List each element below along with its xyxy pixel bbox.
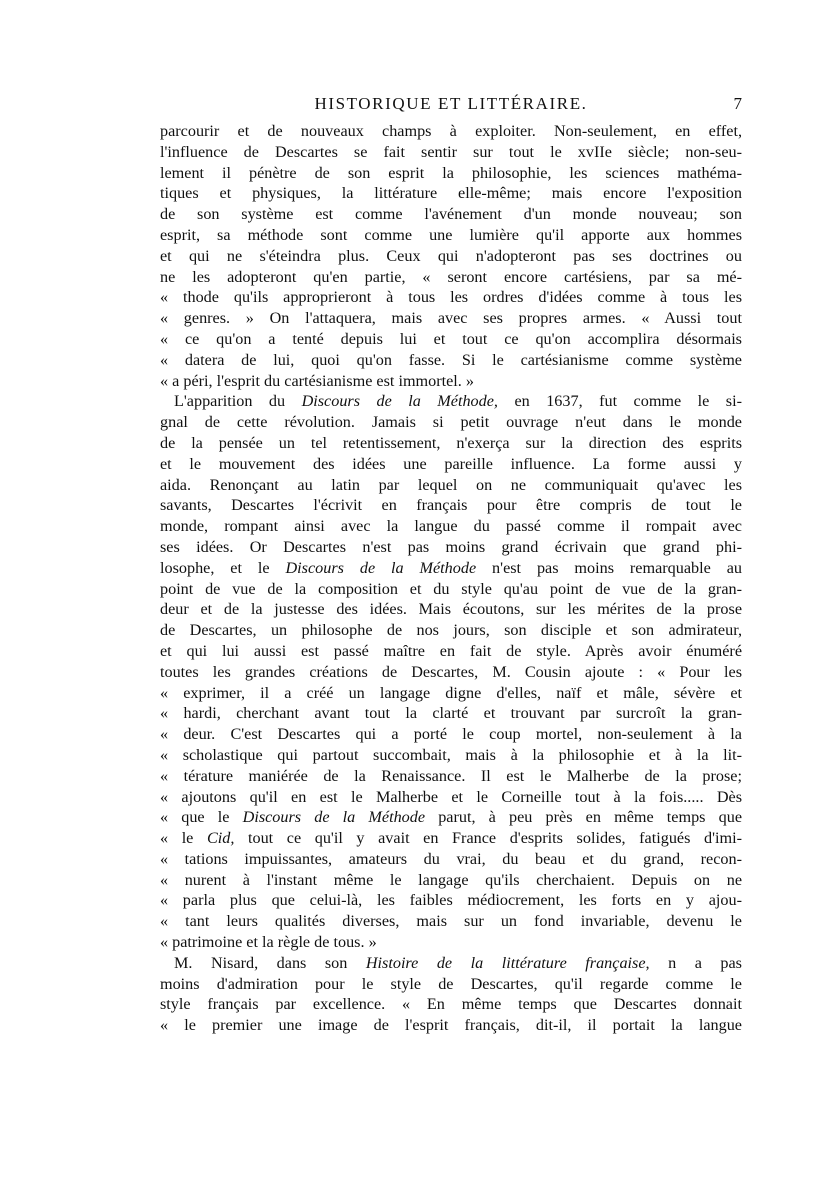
text-line: « nurent à l'instant même le langage qu'ils cherchaient. Depuis on ne xyxy=(160,870,742,889)
text-line: « tations impuissantes, amateurs du vrai, du beau et du grand, recon- xyxy=(160,849,742,868)
text-line: L'apparition du Discours de la Méthode, en 1637, fut comme le si- xyxy=(174,392,742,411)
text-line: « deur. C'est Descartes qui a porté le coup mortel, non-seulement à la xyxy=(160,725,742,744)
text-line: et qui lui aussi est passé maître en fait de style. Après avoir énuméré xyxy=(160,641,742,660)
body-text xyxy=(160,121,742,1036)
text-line: savants, Descartes l'écrivit en français pour être compris de tout le xyxy=(160,496,742,515)
text-line: « a péri, l'esprit du cartésianisme est immortel. » xyxy=(160,371,474,390)
text-line: deur et de la justesse des idées. Mais écoutons, sur les mérites de la prose xyxy=(160,600,742,619)
text-line: « thode qu'ils approprieront à tous les ordres d'idées comme à tous les xyxy=(160,288,742,307)
text-line: monde, rompant ainsi avec la langue du passé comme il rompait avec xyxy=(160,517,742,536)
text-line: gnal de cette révolution. Jamais si petit ouvrage n'eut dans le monde xyxy=(160,413,742,432)
text-line: aida. Renonçant au latin par lequel on ne communiquait qu'avec les xyxy=(160,475,742,494)
text-line: de Descartes, un philosophe de nos jours, son disciple et son admirateur, xyxy=(160,621,742,640)
text-line: « datera de lui, quoi qu'on fasse. Si le cartésianisme comme système xyxy=(160,350,742,369)
text-line: point de vue de la composition et du style qu'au point de vue de la gran- xyxy=(160,579,742,598)
text-line: « le Cid, tout ce qu'il y avait en France d'esprits solides, fatigués d'imi- xyxy=(160,829,742,848)
text-line: tiques et physiques, la littérature elle-même; mais encore l'exposition xyxy=(160,184,742,203)
text-line: lement il pénètre de son esprit la philosophie, les sciences mathéma- xyxy=(160,163,742,182)
text-line: « tant leurs qualités diverses, mais sur un fond invariable, devenu le xyxy=(160,912,742,931)
page-number: 7 xyxy=(733,94,742,113)
text-line: « ajoutons qu'il en est le Malherbe et le Corneille tout à la fois..... Dès xyxy=(160,787,742,806)
text-line: M. Nisard, dans son Histoire de la littérature française, n a pas xyxy=(174,953,742,972)
text-line: « ce qu'on a tenté depuis lui et tout ce qu'on accomplira désormais xyxy=(160,329,742,348)
page-header xyxy=(160,94,742,118)
text-line: et le mouvement des idées une pareille influence. La forme aussi y xyxy=(160,454,742,473)
text-line: losophe, et le Discours de la Méthode n'est pas moins remarquable au xyxy=(160,558,742,577)
text-line: « le premier une image de l'esprit français, dit-il, il portait la langue xyxy=(160,1016,742,1035)
running-title: HISTORIQUE ET LITTÉRAIRE. xyxy=(314,94,588,113)
text-line: « genres. » On l'attaquera, mais avec ses propres armes. « Aussi tout xyxy=(160,309,742,328)
text-line: l'influence de Descartes se fait sentir sur tout le xvIIe siècle; non-seu- xyxy=(160,142,742,161)
text-line: moins d'admiration pour le style de Descartes, qu'il regarde comme le xyxy=(160,974,742,993)
text-line: parcourir et de nouveaux champs à exploiter. Non-seulement, en effet, xyxy=(160,122,742,140)
text-line: style français par excellence. « En même temps que Descartes donnait xyxy=(160,995,742,1014)
text-line: « scholastique qui partout succombait, mais à la philosophie et à la lit- xyxy=(160,745,742,764)
text-line: « exprimer, il a créé un langage digne d'elles, naïf et mâle, sévère et xyxy=(160,683,742,702)
text-line: « patrimoine et la règle de tous. » xyxy=(160,933,377,952)
text-line: « hardi, cherchant avant tout la clarté et trouvant par surcroît la gran- xyxy=(160,704,742,723)
text-line: « parla plus que celui-là, les faibles médiocrement, les forts en y ajou- xyxy=(160,891,742,910)
text-line: de son système est comme l'avénement d'un monde nouveau; son xyxy=(160,205,742,224)
text-line: esprit, sa méthode sont comme une lumière qu'il apporte aux hommes xyxy=(160,225,742,244)
text-line: de la pensée un tel retentissement, n'exerça sur la direction des esprits xyxy=(160,433,742,452)
text-line: « que le Discours de la Méthode parut, à peu près en même temps que xyxy=(160,808,743,827)
text-line: ses idées. Or Descartes n'est pas moins grand écrivain que grand phi- xyxy=(160,537,742,556)
text-line: toutes les grandes créations de Descartes, M. Cousin ajoute : « Pour les xyxy=(160,662,742,681)
text-line: « térature maniérée de la Renaissance. Il est le Malherbe de la prose; xyxy=(160,766,742,785)
text-line: et qui ne s'éteindra plus. Ceux qui n'adopteront pas ses doctrines ou xyxy=(160,246,742,265)
text-line: ne les adopteront qu'en partie, « seront encore cartésiens, par sa mé- xyxy=(160,267,742,286)
